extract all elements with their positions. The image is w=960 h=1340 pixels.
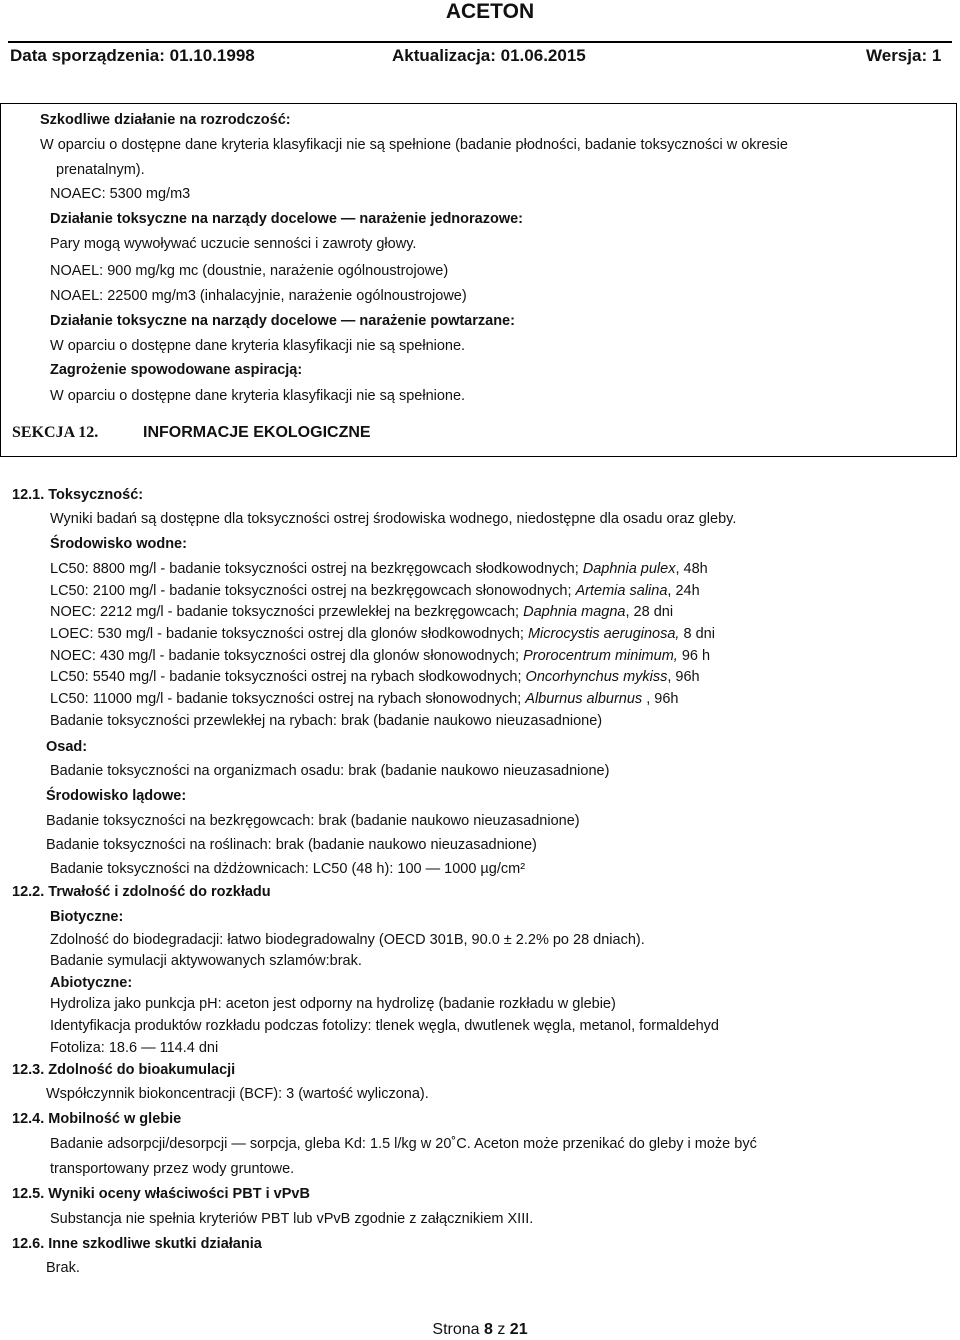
s126-text: Brak.	[46, 1260, 80, 1276]
repro-text-cont: prenatalnym).	[56, 162, 145, 178]
photolysis: Fotoliza: 18.6 — 114.4 dni	[50, 1040, 219, 1056]
land-plants: Badanie toksyczności na roślinach: brak (badanie naukowo nieuzasadnione)	[46, 837, 537, 853]
creation-date: Data sporządzenia: 01.10.1998	[10, 46, 255, 65]
noec-chronic-invertebrates: NOEC: 2212 mg/l - badanie toksyczności przewlekłej na bezkręgowcach; Daphnia magna, 28 dni	[50, 604, 674, 620]
fish-chronic-test: Badanie toksyczności przewlekłej na rybach: brak (badanie naukowo nieuzasadnione)	[50, 713, 603, 729]
pbt-text: Substancja nie spełnia kryteriów PBT lub vPvB zgodnie z załącznikiem XIII.	[50, 1211, 534, 1227]
sediment-text: Badanie toksyczności na organizmach osadu: brak (badanie naukowo nieuzasadnione)	[50, 763, 610, 779]
sludge-simulation: Badanie symulacji aktywowanych szlamów:brak.	[50, 953, 362, 969]
stot-re-text: W oparciu o dostępne dane kryteria klasyfikacji nie są spełnione.	[50, 338, 466, 354]
page-number: Strona 8 z 21	[432, 1321, 528, 1338]
version: Wersja: 1	[866, 46, 942, 65]
land-heading: Środowisko lądowe:	[46, 788, 187, 804]
hydrolysis: Hydroliza jako punkcja pH: aceton jest odporny na hydrolizę (badanie rozkładu w glebie)	[50, 996, 616, 1012]
bcf-value: Współczynnik biokoncentracji (BCF): 3 (wartość wyliczona).	[46, 1086, 429, 1102]
land-invertebrates: Badanie toksyczności na bezkręgowcach: brak (badanie naukowo nieuzasadnione)	[46, 813, 580, 829]
biodegradation: Zdolność do biodegradacji: łatwo biodegradowalny (OECD 301B, 90.0 ± 2.2% po 28 dniach).	[50, 932, 645, 948]
abiotic-heading: Abiotyczne:	[50, 975, 133, 991]
noaec-value: NOAEC: 5300 mg/m3	[50, 186, 191, 202]
section-label: SEKCJA 12.	[12, 424, 99, 441]
s126-heading: 12.6. Inne szkodliwe skutki działania	[12, 1236, 262, 1252]
soil-sorption-cont: transportowany przez wody gruntowe.	[50, 1161, 295, 1177]
aspiration-text: W oparciu o dostępne dane kryteria klasyfikacji nie są spełnione.	[50, 388, 466, 404]
s124-heading: 12.4. Mobilność w glebie	[12, 1111, 182, 1127]
repro-text: W oparciu o dostępne dane kryteria klasyfikacji nie są spełnione (badanie płodności, badanie toksyczności w okresie	[40, 137, 788, 153]
lc50-saltwater-invertebrates: LC50: 2100 mg/l - badanie toksyczności ostrej na bezkręgowcach słonowodnych; Artemia salina, 24h	[50, 583, 700, 599]
s125-heading: 12.5. Wyniki oceny właściwości PBT i vPvB	[12, 1186, 310, 1202]
s121-intro: Wyniki badań są dostępne dla toksyczności ostrej środowiska wodnego, niedostępne dla osadu oraz gleby.	[50, 511, 737, 527]
lc50-freshwater-invertebrates: LC50: 8800 mg/l - badanie toksyczności ostrej na bezkręgowcach słodkowodnych; Daphnia pulex, 48h	[50, 561, 708, 577]
stot-se-text: Pary mogą wywoływać uczucie senności i zawroty głowy.	[50, 236, 417, 252]
s123-heading: 12.3. Zdolność do bioakumulacji	[12, 1062, 236, 1078]
land-earthworms: Badanie toksyczności na dżdżownicach: LC50 (48 h): 100 — 1000 µg/cm²	[50, 861, 526, 877]
stot-se-heading: Działanie toksyczne na narządy docelowe — narażenie jednorazowe:	[50, 211, 524, 227]
photolysis-products: Identyfikacja produktów rozkładu podczas fotolizy: tlenek węgla, dwutlenek węgla, metanol, formaldehyd	[50, 1018, 719, 1034]
document-title: ACETON	[445, 0, 535, 23]
noael-oral: NOAEL: 900 mg/kg mc (doustnie, narażenie ogólnoustrojowe)	[50, 263, 449, 279]
s121-heading: 12.1. Toksyczność:	[12, 487, 144, 503]
water-heading: Środowisko wodne:	[50, 536, 187, 552]
section-title: INFORMACJE EKOLOGICZNE	[143, 424, 371, 441]
s122-heading: 12.2. Trwałość i zdolność do rozkładu	[12, 884, 271, 900]
soil-sorption: Badanie adsorpcji/desorpcji — sorpcja, gleba Kd: 1.5 l/kg w 20˚C. Aceton może przenikać do gleby i może być	[50, 1136, 757, 1152]
loec-freshwater-algae: LOEC: 530 mg/l - badanie toksyczności ostrej dla glonów słodkowodnych; Microcystis aeruginosa, 8 dni	[50, 626, 715, 642]
header-rule	[8, 41, 952, 43]
repro-heading: Szkodliwe działanie na rozrodczość:	[40, 112, 291, 128]
lc50-freshwater-fish: LC50: 5540 mg/l - badanie toksyczności ostrej na rybach słodkowodnych; Oncorhynchus mykiss, 96h	[50, 669, 700, 685]
biotic-heading: Biotyczne:	[50, 909, 124, 925]
sediment-heading: Osad:	[46, 739, 88, 755]
lc50-saltwater-fish: LC50: 11000 mg/l - badanie toksyczności ostrej na rybach słonowodnych; Alburnus alburnus , 96h	[50, 691, 679, 707]
stot-re-heading: Działanie toksyczne na narządy docelowe — narażenie powtarzane:	[50, 313, 515, 329]
update-date: Aktualizacja: 01.06.2015	[392, 46, 586, 65]
aspiration-heading: Zagrożenie spowodowane aspiracją:	[50, 362, 303, 378]
noec-saltwater-algae: NOEC: 430 mg/l - badanie toksyczności ostrej dla glonów słonowodnych; Prorocentrum minimum, 96 h	[50, 648, 711, 664]
noael-inhalation: NOAEL: 22500 mg/m3 (inhalacyjnie, narażenie ogólnoustrojowe)	[50, 288, 467, 304]
